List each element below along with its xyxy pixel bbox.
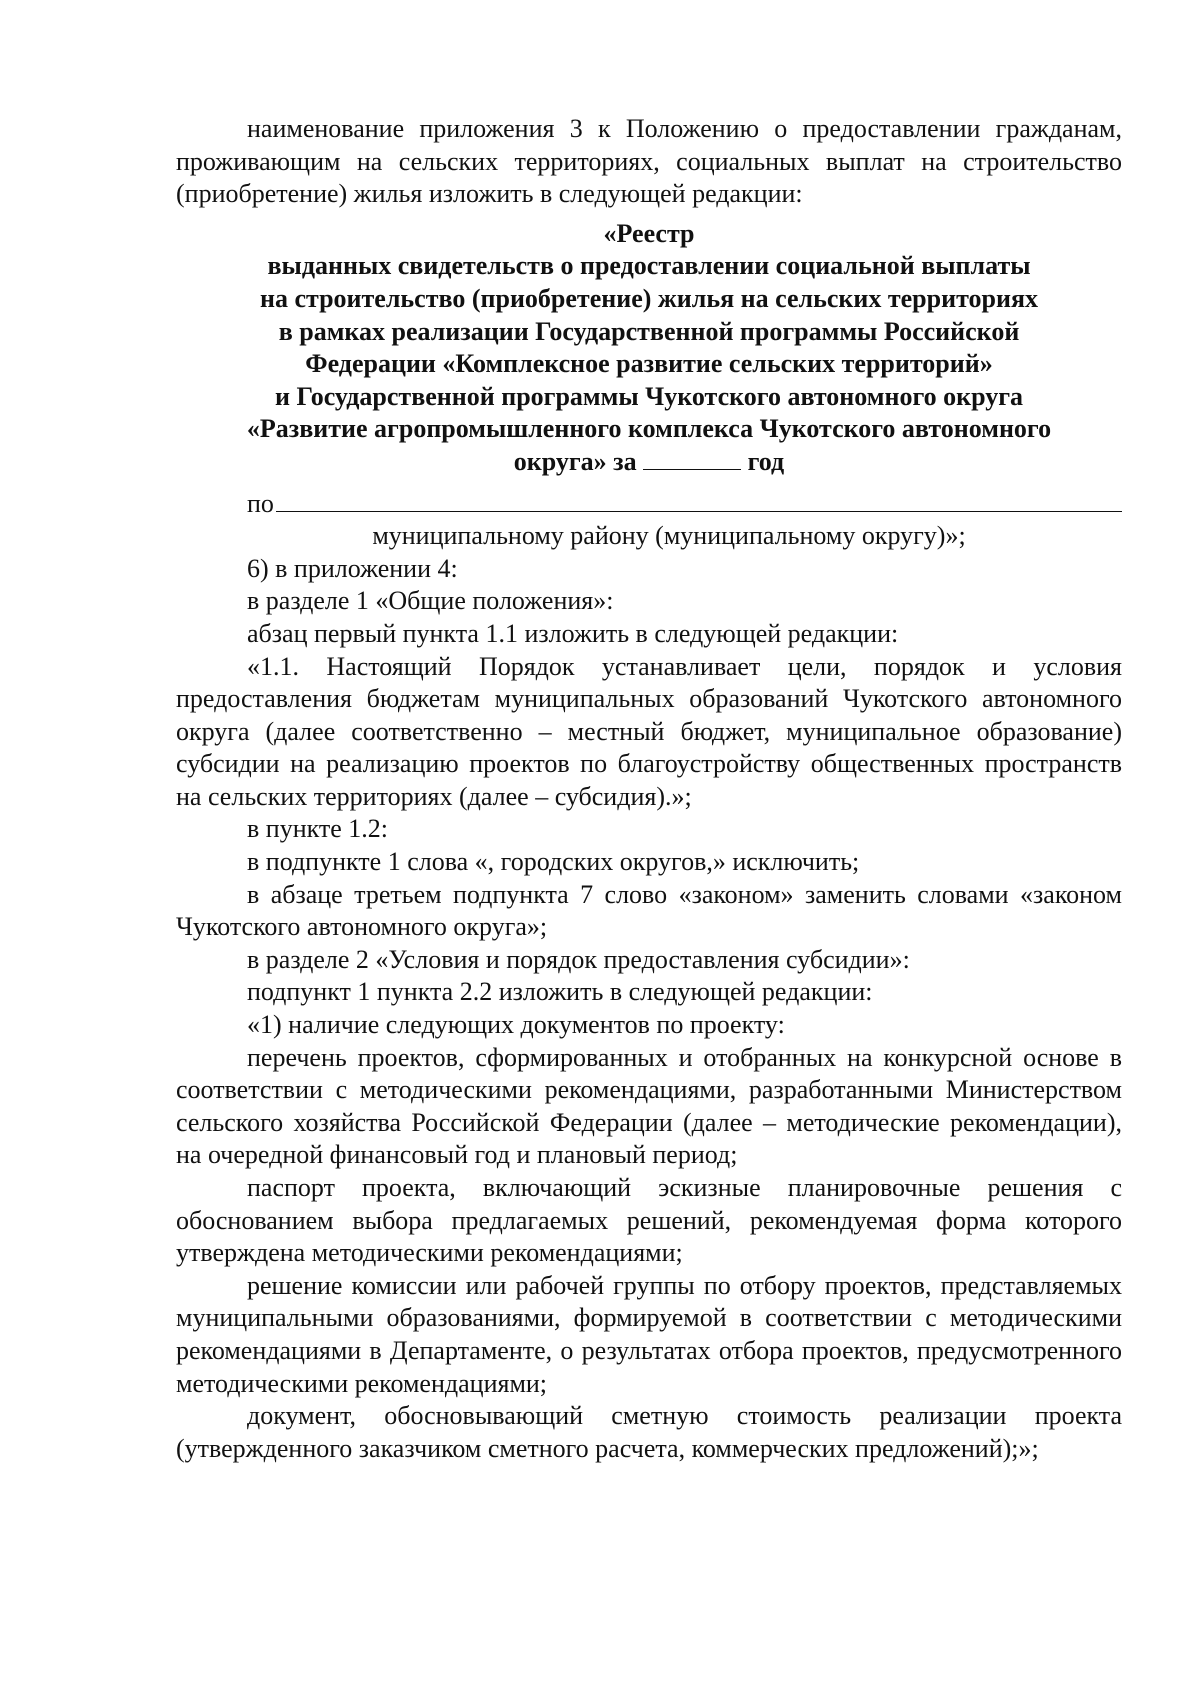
paragraph: в разделе 1 «Общие положения»: bbox=[247, 586, 614, 616]
year-blank-field bbox=[643, 447, 741, 470]
intro-paragraph: наименование приложения 3 к Положению о предоставлении гражданам, проживающим на сельских территориях, социальных выплат на строительство (приобретение) жилья изложить в следующей редакции: bbox=[176, 114, 1122, 209]
title-line: и Государственной программы Чукотского автономного округа bbox=[274, 381, 1024, 411]
paragraph: «1.1. Настоящий Порядок устанавливает цели, порядок и условия предоставления бюджетам муниципальных образований Чукотского автономного округа (далее соответственно – местный бюджет, муниципальное образование) субсидии на реализацию проектов по благоустройству общественных пространств на сельских территориях (далее – субсидия).»; bbox=[176, 651, 1122, 811]
title-line: Федерации «Комплексное развитие сельских территорий» bbox=[305, 349, 993, 379]
district-blank-field bbox=[276, 487, 1122, 512]
title-line: на строительство (приобретение) жилья на сельских территориях bbox=[259, 283, 1039, 313]
title-last-line-suffix: год bbox=[741, 446, 785, 476]
paragraph: документ, обосновывающий сметную стоимость реализации проекта (утвержденного заказчиком сметного расчета, коммерческих предложений);»; bbox=[176, 1401, 1122, 1463]
title-last-line bbox=[176, 446, 1122, 479]
paragraph: в абзаце третьем подпункта 7 слово «законом» заменить словами «законом Чукотского автономного округа»; bbox=[176, 879, 1122, 942]
paragraph: решение комиссии или рабочей группы по отбору проектов, представляемых муниципальными образованиями, формируемой в соответствии с методическими рекомендациями в Департаменте, о результатах отбора проектов, предусмотренного методическими рекомендациями; bbox=[176, 1270, 1122, 1398]
document-page bbox=[176, 113, 1122, 1465]
paragraph: паспорт проекта, включающий эскизные планировочные решения с обоснованием выбора предлагаемых решений, рекомендуемая форма которого утверждена методическими рекомендациями; bbox=[176, 1173, 1122, 1268]
paragraph: «1) наличие следующих документов по проекту: bbox=[247, 1010, 785, 1040]
title-line: «Развитие агропромышленного комплекса Чукотского автономного bbox=[246, 414, 1052, 444]
paragraph: в разделе 2 «Условия и порядок предоставления субсидии»: bbox=[247, 944, 910, 974]
registry-title bbox=[176, 218, 1122, 479]
paragraph: в подпункте 1 слова «, городских округов,» исключить; bbox=[247, 847, 860, 877]
title-line: «Реестр bbox=[603, 218, 695, 248]
paragraph: абзац первый пункта 1.1 изложить в следующей редакции: bbox=[247, 618, 899, 648]
paragraph: 6) в приложении 4: bbox=[247, 553, 458, 583]
district-caption: муниципальному району (муниципальному округу)»; bbox=[372, 521, 966, 551]
paragraph: подпункт 1 пункта 2.2 изложить в следующей редакции: bbox=[247, 977, 873, 1007]
title-line: в рамках реализации Государственной программы Российской bbox=[278, 316, 1020, 346]
po-line bbox=[176, 487, 1122, 521]
paragraph: перечень проектов, сформированных и отобранных на конкурсной основе в соответствии с методическими рекомендациями, разработанными Министерством сельского хозяйства Российской Федерации (далее – методические рекомендации), на очередной финансовый год и плановый период; bbox=[176, 1042, 1122, 1170]
title-last-line-prefix: округа» за bbox=[513, 446, 644, 476]
po-label: по bbox=[247, 488, 274, 518]
paragraph: в пункте 1.2: bbox=[247, 814, 389, 844]
title-line: выданных свидетельств о предоставлении социальной выплаты bbox=[267, 251, 1031, 281]
